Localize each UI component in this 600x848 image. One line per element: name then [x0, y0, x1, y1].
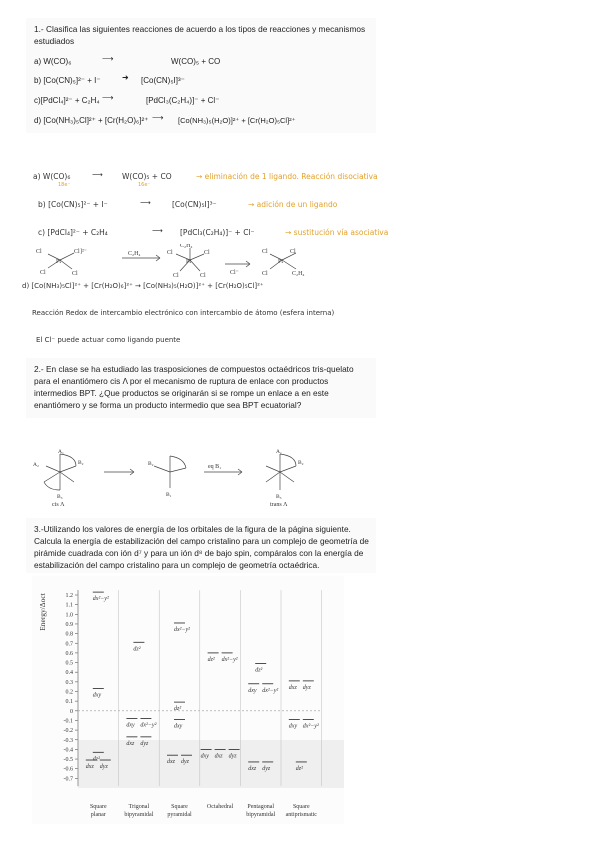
orbital-label: dxy: [174, 723, 183, 730]
note-b-comment: → adición de un ligando: [248, 200, 338, 209]
category-label-line2: pyramidal: [167, 812, 192, 818]
mechanism-sketch: [30, 244, 390, 280]
question-1-text: 1.- Clasifica las siguientes reacciones de acuerdo a los tipos de reacciones y mecanismos estudiados: [34, 24, 366, 46]
orbital-label: dz²: [133, 646, 141, 653]
note-c-right: [PdCl₃(C₂H₄)]⁻ + Cl⁻: [180, 228, 255, 237]
note-d-comment: Reacción Redox de intercambio electrónico con intercambio de átomo (esfera interna): [32, 309, 335, 317]
y-tick-label: -0.6: [63, 766, 73, 773]
y-tick-label: 1.0: [65, 612, 73, 619]
orbital-label: dxz: [214, 753, 223, 760]
note-a-right-electrons: 16e⁻: [138, 182, 151, 188]
note-a-left-electrons: 18e⁻: [58, 182, 71, 188]
note-a-comment: → eliminación de 1 ligando. Reacción disociativa: [196, 172, 378, 181]
mech-cl-4: Cl: [72, 271, 78, 277]
reaction-a-product: W(CO)₅ + CO: [171, 57, 221, 66]
mech-cl-1: Cl: [36, 249, 42, 255]
note-a-right: W(CO)₅ + CO: [122, 172, 172, 181]
chelate-a2: A₂: [33, 462, 39, 468]
reaction-d-arrow: ⟶: [152, 113, 164, 122]
y-tick-label: -0.5: [63, 757, 73, 764]
category-label: Trigonal: [128, 804, 150, 810]
label-cis: cis Λ: [52, 502, 65, 508]
mech-cl-10: Cl: [290, 249, 296, 255]
category-label-line2: bipyramidal: [246, 812, 276, 818]
note-b-right: [Co(CN)₅I]³⁻: [172, 200, 217, 209]
mech-pd-3: Pt: [278, 259, 284, 265]
reaction-a-reactant: a) W(CO)₆: [34, 57, 72, 66]
orbital-label: dz²: [295, 765, 303, 772]
mech-cl-7: Cl: [173, 273, 179, 279]
mech-charge: ]²⁻: [80, 249, 87, 255]
note-b-arrow: ⟶: [140, 198, 151, 207]
mech-cl-2: Cl: [74, 249, 80, 255]
orbital-label: dyz: [140, 740, 149, 747]
chelate-b-prime: B₂: [148, 461, 154, 467]
note-a-arrow: ⟶: [92, 170, 103, 179]
orbital-label: dz²: [174, 706, 182, 713]
orbital-label: dxy: [92, 692, 102, 699]
orbital-label: dx²−y²: [262, 687, 279, 694]
reaction-b-reactant: b) [Co(CN)₅]²⁻ + I⁻: [34, 76, 101, 85]
reaction-b-product: [Co(CN)₅I]³⁻: [141, 76, 185, 85]
question-3-block: [26, 518, 376, 573]
note-c-comment: → sustitución vía asociativa: [285, 228, 389, 237]
y-tick-label: 1.1: [65, 602, 73, 609]
note-c-left: c) [PdCl₄]²⁻ + C₂H₄: [38, 228, 108, 237]
question-2-text: 2.- En clase se ha estudiado las trasposiciones de compuestos octaédricos tris-quelato para el enantiómero cis Λ por el mecanismo de ruptura de enlace con productos intermedios BPT. ¿Que productos se originarán si se rompe un enlace a en este enantiómero y se forma un producto intermedio que sea BPT ecuatorial?: [34, 364, 354, 410]
y-tick-label: -0.4: [63, 747, 73, 754]
mech-c2h4-1: C₂H₄: [128, 251, 141, 257]
orbital-label: dyz: [99, 764, 108, 771]
category-label-line2: planar: [90, 812, 106, 818]
y-tick-label: 1.2: [65, 593, 73, 599]
orbital-label: dxz: [126, 740, 135, 747]
note-d-line: d) [Co(NH₃)₅Cl]²⁺ + [Cr(H₂O)₆]²⁺ → [Co(NH₃)₅(H₂O)]²⁺ + [Cr(H₂O)₅Cl]²⁺: [22, 282, 264, 290]
mech-cl-6: Cl: [204, 250, 210, 256]
orbital-label: dx²−y²: [221, 656, 238, 663]
chelate-a1: A₁: [58, 449, 64, 455]
reaction-c-arrow: ⟶: [102, 93, 114, 102]
orbital-label: dxy: [248, 687, 257, 694]
question-1-block: [26, 18, 376, 133]
label-trans: trans Λ: [270, 502, 288, 508]
chelate-b1: B₁: [166, 492, 172, 498]
orbital-label: dxy: [200, 753, 209, 760]
orbital-label: dz²: [255, 667, 263, 674]
orbital-label: dx²−y²: [174, 626, 190, 633]
orbital-label: dyz: [228, 753, 237, 760]
y-tick-label: 0.3: [65, 679, 73, 686]
y-tick-label: 0.8: [65, 631, 73, 638]
tris-chelate-sketch: [30, 448, 370, 508]
note-e-comment: El Cl⁻ puede actuar como ligando puente: [36, 336, 181, 344]
chelate-a3: A₁: [276, 449, 282, 455]
orbital-label: dx²−y²: [140, 722, 157, 729]
category-label-line2: antiprismatic: [285, 812, 317, 818]
mech-c2h4-3: C₂H₄: [292, 271, 305, 277]
chelate-b5: B₃: [276, 494, 282, 500]
chelate-b3: B₃: [57, 494, 63, 500]
y-tick-label: 0.5: [65, 660, 73, 667]
note-b-left: b) [Co(CN)₅]²⁻ + I⁻: [38, 200, 108, 209]
orbital-label: dxz: [167, 759, 175, 766]
y-tick-label: -0.7: [63, 776, 73, 783]
y-axis-label: Energy/Δoct: [38, 593, 47, 631]
note-c-arrow: ⟶: [152, 226, 163, 235]
mech-cl-3: Cl: [40, 270, 46, 276]
mech-cl-5: Cl: [167, 250, 173, 256]
reaction-a-arrow: ⟶: [102, 54, 114, 63]
y-tick-label: -0.3: [63, 737, 73, 744]
y-tick-label: 0.9: [65, 621, 73, 628]
y-tick-label: 0.1: [65, 699, 73, 706]
y-tick-label: -0.2: [63, 728, 73, 735]
chelate-b4: B₂: [298, 460, 304, 466]
mech-pd-1: Pt: [56, 259, 62, 265]
orbital-label: dyz: [302, 684, 311, 691]
orbital-label: dx²−y²: [92, 596, 109, 603]
y-tick-label: 0.2: [65, 689, 73, 696]
orbital-label: dz²: [92, 756, 100, 763]
orbital-label: dxy: [288, 723, 298, 730]
category-label: Pentagonal: [247, 804, 275, 810]
note-a-left: a) W(CO)₆: [33, 172, 71, 181]
category-label: Square: [89, 804, 107, 810]
orbital-label: dxz: [248, 765, 257, 772]
mech-clminus: Cl⁻: [230, 270, 239, 276]
y-tick-label: -0.1: [63, 718, 73, 725]
category-label: Square: [171, 804, 188, 810]
mech-c2h4-2: C₂H₄: [180, 244, 193, 249]
mech-cl-9: Cl: [262, 249, 268, 255]
chart-shaded-region: [78, 740, 344, 788]
orbital-label: dyz: [181, 759, 189, 766]
reaction-d-product: [Co(NH₃)₅(H₂O)]²⁺ + [Cr(H₂O)₅Cl]²⁺: [178, 116, 296, 125]
y-tick-label: 0.7: [65, 641, 73, 648]
reaction-b-arrow: ➜: [122, 73, 129, 82]
orbital-label: dz²: [207, 656, 215, 663]
reaction-c-product: [PdCl₃(C₂H₄)]⁻ + Cl⁻: [146, 96, 220, 105]
orbital-label: dxz: [85, 764, 94, 771]
mech-cl-8: Cl: [200, 273, 206, 279]
category-label: Octahedral: [206, 804, 234, 810]
y-tick-label: 0: [70, 708, 73, 715]
mech-cl-11: Cl: [262, 271, 268, 277]
label-arrow: eq B₁: [208, 464, 222, 470]
chelate-b2: B₂: [78, 460, 84, 466]
orbital-label: dxz: [288, 684, 297, 691]
orbital-label: dxy: [126, 722, 135, 729]
reaction-c-reactant: c)[PdCl₄]²⁻ + C₂H₄: [34, 96, 100, 105]
orbital-label: dx²−y²: [302, 723, 319, 730]
reaction-d-reactant: d) [Co(NH₃)₅Cl]²⁺ + [Cr(H₂O)₆]²⁺: [34, 116, 149, 125]
question-3-text: 3.-Utilizando los valores de energía de los orbitales de la figura de la página siguiente. Calcula la energía de estabilización del campo cristalino para un complejo de geometría de pirámide cuadrada con ión d⁷ y para un ión d⁸ de bajo spin, compáralos con la energía de estabilización del campo cristalino para un complejo de geometría octaédrica.: [34, 524, 369, 570]
orbital-energy-chart: [32, 576, 344, 824]
orbital-label: dyz: [262, 765, 271, 772]
y-tick-label: 0.6: [65, 650, 73, 657]
mech-pd-2: Pt: [186, 259, 192, 265]
category-label: Square: [292, 804, 310, 810]
y-tick-label: 0.4: [65, 670, 73, 677]
question-2-block: [26, 358, 376, 418]
category-label-line2: bipyramidal: [124, 812, 154, 818]
